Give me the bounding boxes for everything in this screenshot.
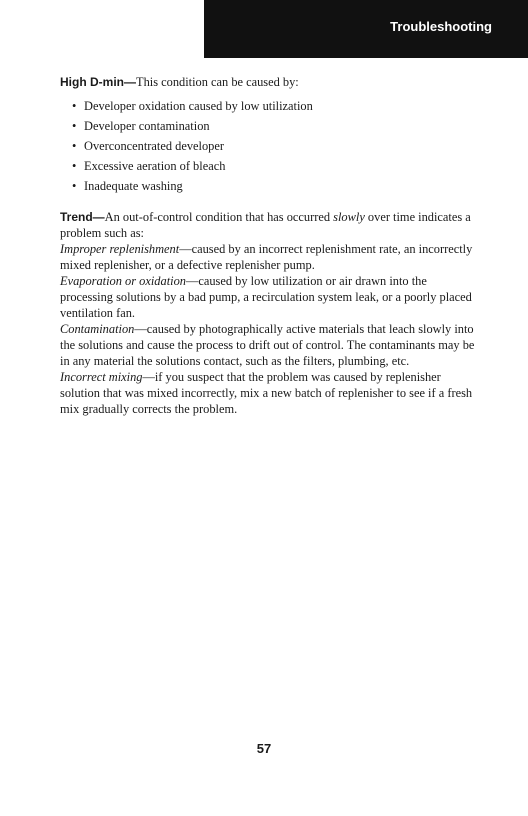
trend-item-term: Contamination bbox=[60, 322, 135, 336]
page-number: 57 bbox=[256, 741, 272, 756]
high-dmin-paragraph bbox=[60, 74, 480, 90]
list-item-text: Overconcentrated developer bbox=[84, 139, 225, 153]
section-title: Troubleshooting bbox=[390, 19, 492, 34]
list-item bbox=[60, 136, 480, 156]
list-item-text: Inadequate washing bbox=[84, 179, 183, 193]
list-item bbox=[60, 176, 480, 196]
trend-term: Trend— bbox=[60, 210, 105, 224]
trend-item-text: —caused by low utilization or air drawn into the processing solutions by a bad pump, a recirculation system leak, or a poorly placed ventilation fan. bbox=[60, 274, 472, 320]
list-item bbox=[60, 156, 480, 176]
list-item-text: Developer oxidation caused by low utilization bbox=[84, 99, 313, 113]
trend-item-text: —caused by photographically active materials that leach slowly into the solutions and cause the process to drift out of control. The contaminants may be in any material the solutions contact, such as the filters, plumbing, etc. bbox=[60, 322, 475, 368]
high-dmin-term: High D-min— bbox=[60, 75, 136, 89]
list-item-text: Developer contamination bbox=[84, 119, 210, 133]
trend-item bbox=[60, 273, 480, 321]
trend-intro-end: over time indicates a problem such as: bbox=[60, 210, 471, 240]
bullet-icon: • bbox=[72, 139, 77, 153]
page-content bbox=[60, 74, 480, 417]
high-dmin-intro: This condition can be caused by: bbox=[136, 75, 299, 89]
trend-intro: An out-of-control condition that has occurred bbox=[104, 210, 334, 224]
trend-item-term: Incorrect mixing bbox=[60, 370, 143, 384]
trend-item-term: Improper replenishment bbox=[60, 242, 180, 256]
trend-item bbox=[60, 321, 480, 369]
header-bar bbox=[204, 0, 528, 58]
bullet-icon: • bbox=[72, 179, 77, 193]
trend-section bbox=[60, 209, 480, 417]
trend-paragraph bbox=[60, 209, 480, 241]
trend-item-term: Evaporation or oxidation bbox=[60, 274, 186, 288]
list-item bbox=[60, 116, 480, 136]
trend-item-text: —caused by an incorrect replenishment rate, an incorrectly mixed replenisher, or a defective replenisher pump. bbox=[60, 242, 473, 272]
bullet-icon: • bbox=[72, 119, 77, 133]
trend-item-text: —if you suspect that the problem was caused by replenisher solution that was mixed incorrectly, mix a new batch of replenisher to see if a fresh mix gradually corrects the problem. bbox=[60, 370, 473, 416]
trend-item bbox=[60, 241, 480, 273]
cause-list bbox=[60, 96, 480, 196]
trend-item bbox=[60, 369, 480, 417]
trend-emphasis: slowly bbox=[333, 210, 365, 224]
bullet-icon: • bbox=[72, 159, 77, 173]
bullet-icon: • bbox=[72, 99, 77, 113]
list-item-text: Excessive aeration of bleach bbox=[84, 159, 226, 173]
list-item bbox=[60, 96, 480, 116]
